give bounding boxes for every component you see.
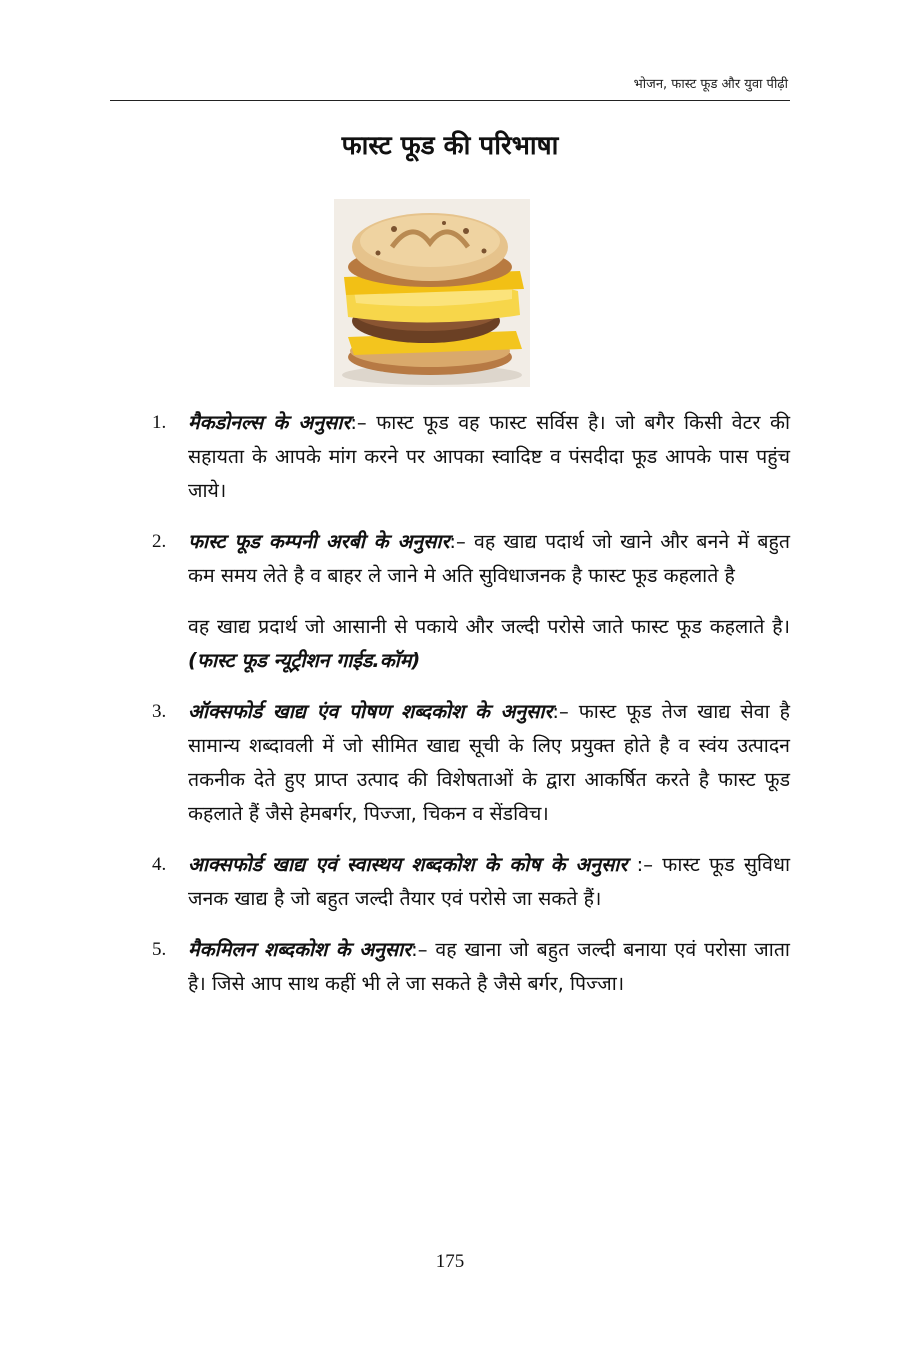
definition-source: फास्ट फूड कम्पनी अरबी के अनुसार: [188, 530, 450, 553]
definitions-list: [146, 406, 790, 1018]
paragraph-text: वह खाद्य प्रदार्थ जो आसानी से पकाये और जल्दी परोसे जाते फास्ट फूड कहलाते है।: [188, 615, 790, 638]
definition-item: [146, 848, 790, 916]
running-header: भोजन, फास्ट फूड और युवा पीढ़ी: [633, 77, 788, 92]
definition-text: वह खाना जो बहुत जल्दी बनाया एवं परोसा जाता है। जिसे आप साथ कहीं भी ले जा सकते है जैसे बर्गर, पिज्जा।: [188, 938, 790, 995]
definition-source: मैकडोनल्स के अनुसार: [188, 411, 351, 434]
definition-text: वह खाद्य पदार्थ जो खाने और बनने में बहुत कम समय लेते है व बाहर ले जाने मे अति सुविधाजनक है फास्ट फूड कहलाते है: [188, 530, 790, 587]
definition-text: फास्ट फूड वह फास्ट सर्विस है। जो बगैर किसी वेटर की सहायता के आपके मांग करने पर आपका स्वादिष्ट व पंसदीदा फूड आपके पास पहुंच जाये।: [188, 411, 791, 502]
separator: :–: [552, 700, 579, 723]
page-title: फास्ट फूड की परिभाषा: [341, 131, 559, 161]
separator: :–: [350, 411, 377, 434]
separator: :–: [627, 853, 663, 876]
definition-source: मैकमिलन शब्दकोश के अनुसार: [188, 938, 412, 961]
definition-source: ऑक्सफोर्ड खाद्य एंव पोषण शब्दकोश के अनुसार: [188, 700, 553, 723]
item-number: 5.: [152, 939, 167, 960]
definition-text: फास्ट फूड सुविधा जनक खाद्य है जो बहुत जल्दी तैयार एवं परोसे जा सकते हैं।: [188, 853, 790, 910]
separator: :–: [449, 530, 475, 553]
definition-item: [146, 525, 790, 593]
definition-item: [146, 695, 790, 831]
definition-item: [146, 406, 790, 508]
burger-illustration: [334, 199, 530, 387]
page-number: 175: [435, 1251, 465, 1272]
header-rule: [110, 100, 790, 101]
item-number: 2.: [152, 531, 167, 552]
separator: :–: [411, 938, 436, 961]
item-number: 4.: [152, 854, 167, 875]
definition-text: फास्ट फूड तेज खाद्य सेवा है सामान्य शब्दावली में जो सीमित खाद्य सूची के लिए प्रयुक्त होते है व स्वंय उत्पादन तकनीक देते हुए प्राप्त उत्पाद की विशेषताओं के द्वारा आकर्षित करते है फास्ट फूड कहलाते हैं जैसे हेमबर्गर, पिज्जा, चिकन व सेंडविच।: [188, 700, 790, 825]
definition-source: आक्सफोर्ड खाद्य एवं स्वास्थय शब्दकोश के कोष के अनुसार: [188, 853, 628, 876]
definition-item: [146, 933, 790, 1001]
citation: (फास्ट फूड न्यूट्रीशन गाईड.कॉम): [188, 649, 421, 672]
extra-paragraph: [146, 610, 790, 678]
item-number: 1.: [152, 412, 167, 433]
item-number: 3.: [152, 701, 167, 722]
burger-photo: [334, 199, 530, 387]
